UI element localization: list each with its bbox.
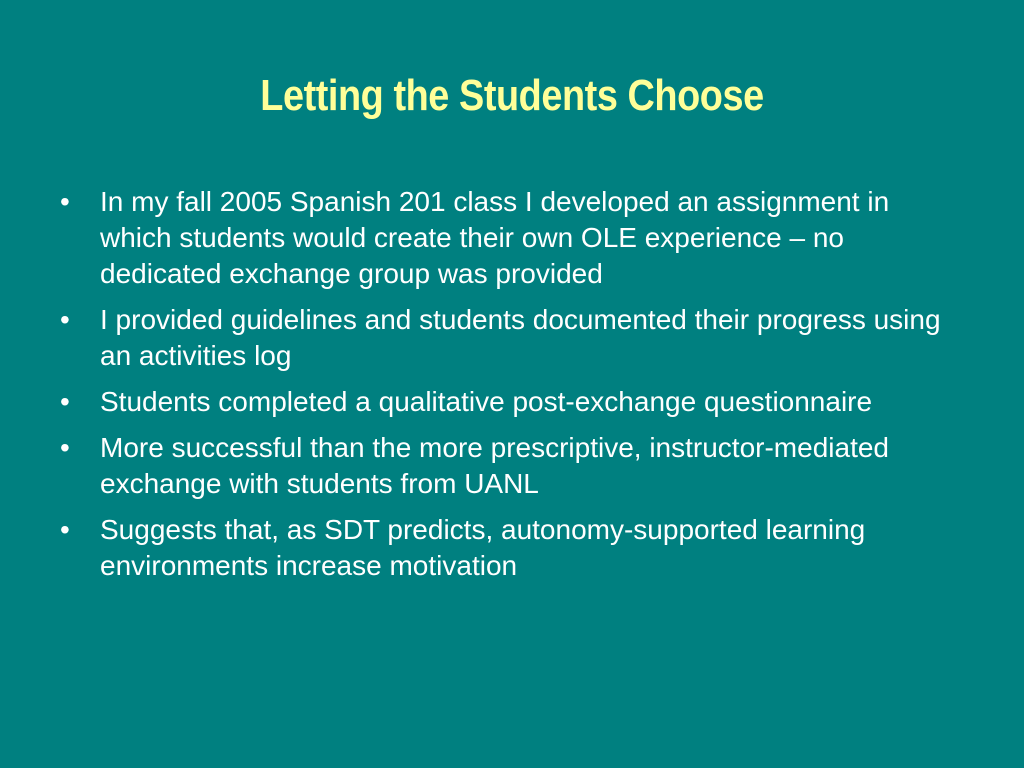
- bullet-item: [56, 384, 956, 420]
- bullet-item: [56, 184, 956, 292]
- bullet-icon: •: [60, 386, 70, 417]
- bullet-icon: •: [60, 304, 70, 335]
- bullet-icon: •: [60, 432, 70, 463]
- bullet-icon: •: [60, 186, 70, 217]
- bullet-text: Suggests that, as SDT predicts, autonomy-supported learning environments increase motivation: [100, 514, 866, 581]
- bullet-list: [56, 184, 956, 594]
- bullet-text: In my fall 2005 Spanish 201 class I developed an assignment in which students would create their own OLE experience – no dedicated exchange group was provided: [100, 186, 890, 289]
- bullet-text: I provided guidelines and students documented their progress using an activities log: [100, 304, 941, 371]
- bullet-text: Students completed a qualitative post-exchange questionnaire: [100, 386, 873, 417]
- bullet-item: [56, 512, 956, 584]
- bullet-item: [56, 302, 956, 374]
- bullet-icon: •: [60, 514, 70, 545]
- bullet-text: More successful than the more prescriptive, instructor-mediated exchange with students from UANL: [100, 432, 889, 499]
- bullet-item: [56, 430, 956, 502]
- slide-title: Letting the Students Choose: [260, 71, 764, 120]
